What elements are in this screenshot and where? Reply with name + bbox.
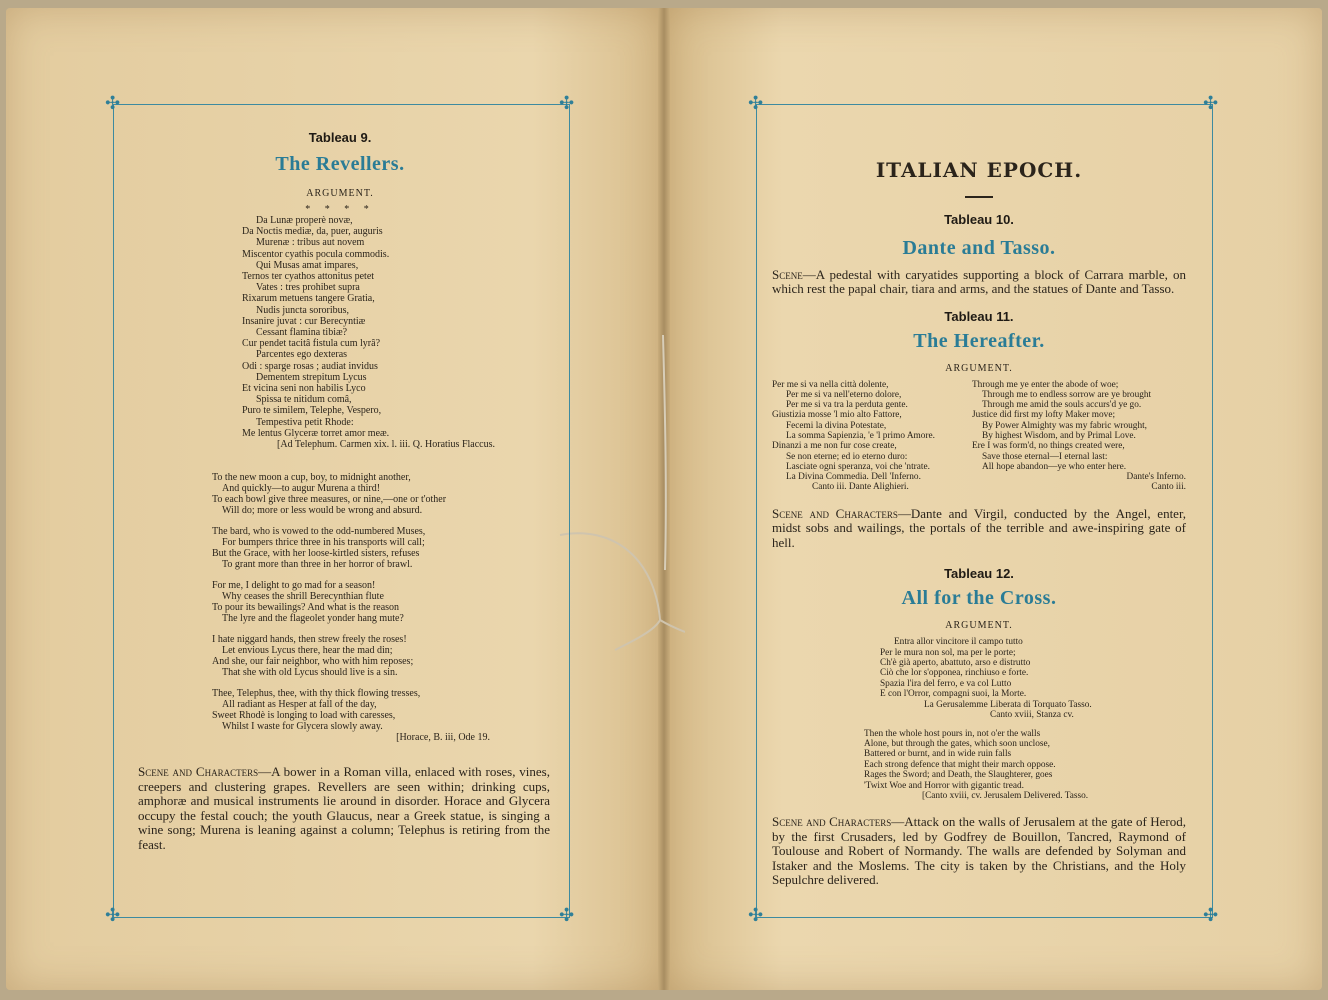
verse-line: To pour its bewailings? And what is the reason: [212, 602, 400, 614]
verse-line: Ciò che lor s'opponea, rinchiuso e forte.: [880, 668, 1029, 679]
stars-divider: * * * *: [305, 204, 375, 215]
scene-description: Scene and Characters—Attack on the walls of Jerusalem at the gate of Herod, by the first Crusaders, led by Godfrey de Bouillon, Tancred, Raymond of Toulouse and Robert of Normandy. The walls are defended by Solyman and Istaker and the Moslems. The city is taken by the Christians, and the Holy Sepulchre delivered.: [772, 814, 1186, 888]
tableau-title: The Revellers.: [275, 153, 405, 175]
verse-line: [Canto xviii, cv. Jerusalem Delivered. Tasso.: [922, 790, 1089, 801]
verse-line: Rixarum metuens tangere Gratia,: [242, 293, 375, 305]
verse-line: And she, our fair neighbor, who with him reposes;: [212, 656, 414, 668]
verse-line: That she with old Lycus should live is a sin.: [222, 667, 398, 679]
english-verse: [972, 380, 1186, 493]
title-rule: [965, 196, 993, 198]
verse-line: All hope abandon—ye who enter here.: [982, 461, 1127, 472]
verse-line: Rages the Sword; and Death, the Slaughterer, goes: [864, 770, 1053, 781]
verse-line: Spazia l'ira del ferro, e va col Lutto: [880, 678, 1012, 689]
verse-line: Through me ye enter the abode of woe;: [972, 379, 1119, 390]
tableau-heading: Tableau 12.: [944, 566, 1014, 582]
verse-line: Dementem strepitum Lycus: [256, 371, 367, 383]
tableau-heading: Tableau 11.: [944, 308, 1014, 324]
verse-line: Lasciate ogni speranza, voi che 'ntrate.: [786, 461, 930, 472]
verse-line: Se non eterne; ed io eterno duro:: [786, 451, 908, 462]
verse-line: And quickly—to augur Murena a third!: [222, 483, 381, 495]
verse-line: Et vicina seni non habilis Lyco: [242, 383, 366, 395]
verse-line: Whilst I waste for Glycera slowly away.: [222, 721, 383, 733]
verse-line: Dante's Inferno.: [1126, 472, 1186, 483]
verse-line: To grant more than three in her horror of brawl.: [222, 559, 413, 571]
verse-line: Ere I was form'd, no things created were,: [972, 441, 1125, 452]
verse-line: Justice did first my lofty Maker move;: [972, 410, 1116, 421]
verse-line: Spissa te nitidum comâ,: [256, 394, 352, 406]
verse-line: Cur pendet tacitâ fistula cum lyrâ?: [242, 338, 381, 350]
verse-line: Through me to endless sorrow are ye brought: [982, 389, 1152, 400]
verse-line: For me, I delight to go mad for a season!: [212, 580, 376, 592]
verse-line: Sweet Rhodè is longing to load with caresses,: [212, 710, 396, 722]
corner-ornament-icon: ✣: [1203, 93, 1219, 114]
verse-line: Why ceases the shrill Berecynthian flute: [222, 591, 384, 603]
verse-line: Murenæ : tribus aut novem: [256, 237, 365, 249]
verse-line: Giustizia mosse 'l mio alto Fattore,: [772, 410, 902, 421]
verse-line: Canto iii. Dante Alighieri.: [812, 482, 909, 493]
verse-line: Per me si va nella città dolente,: [772, 379, 889, 390]
english-poem: [212, 472, 550, 732]
epoch-title: ITALIAN EPOCH.: [875, 158, 1083, 182]
argument-heading: ARGUMENT.: [945, 362, 1013, 374]
tableau-title: The Hereafter.: [913, 329, 1045, 352]
verse-line: Per me si va nell'eterno dolore,: [786, 389, 902, 400]
parallel-verse: [772, 380, 1186, 493]
verse-line: Entra allor vincitore il campo tutto: [894, 637, 1023, 648]
verse-line: Vates : tres prohibet supra: [256, 282, 360, 294]
verse-line: Will do; more or less would be wrong and absurd.: [222, 505, 423, 517]
corner-ornament-icon: ✣: [559, 93, 575, 114]
verse-line: Through me amid the souls accurs'd ye go.: [982, 400, 1142, 411]
verse-line: Puro te similem, Telephe, Vespero,: [242, 405, 382, 417]
corner-ornament-icon: ✣: [105, 905, 121, 926]
verse-line: Odi : sparge rosas ; audiat invidus: [242, 360, 378, 372]
verse-line: But the Grace, with her loose-kirtled sisters, refuses: [212, 548, 420, 560]
verse-line: Each strong defence that might their march oppose.: [864, 759, 1056, 770]
corner-ornament-icon: ✣: [748, 93, 764, 114]
verse-line: To the new moon a cup, boy, to midnight another,: [212, 472, 411, 484]
verse-line: I hate niggard hands, then strew freely the roses!: [212, 634, 407, 646]
stanza: [212, 688, 550, 732]
verse-line: Let envious Lycus there, hear the mad din;: [222, 645, 393, 657]
tasso-italian-verse: [880, 637, 1186, 720]
verse-line: La Gerusalemme Liberata di Torquato Tasso.: [924, 699, 1092, 710]
verse-line: All radiant as Hesper at fall of the day,: [222, 699, 377, 711]
argument-heading: ARGUMENT.: [945, 620, 1013, 632]
verse-line: Thee, Telephus, thee, with thy thick flowing tresses,: [212, 688, 421, 700]
verse-line: Then the whole host pours in, not o'er the walls: [864, 728, 1041, 739]
verse-line: Save those eternal—I eternal last:: [982, 451, 1108, 462]
verse-line: Cessant flamina tibiæ?: [256, 327, 348, 339]
verse-line: Canto iii.: [1151, 482, 1186, 493]
english-citation: [Horace, B. iii, Ode 19.: [396, 732, 490, 744]
stanza: [212, 526, 550, 570]
scene-description: Scene—A pedestal with caryatides supporting a block of Carrara marble, on which rest the papal chair, tiara and arms, and the statues of Dante and Tasso.: [772, 266, 1186, 296]
tableau-heading: Tableau 10.: [944, 211, 1014, 227]
verse-line: Per me si va tra la perduta gente.: [786, 400, 908, 411]
verse-line: Per le mura non sol, ma per le porte;: [880, 647, 1016, 658]
verse-line: Parcentes ego dexteras: [256, 349, 348, 361]
tableau-heading: Tableau 9.: [308, 130, 372, 145]
tableau-title: Dante and Tasso.: [902, 236, 1056, 259]
verse-line: Da Noctis mediæ, da, puer, auguris: [242, 226, 383, 238]
verse-line: To each bowl give three measures, or nine,—one or t'other: [212, 494, 447, 506]
verse-line: The bard, who is vowed to the odd-numbered Muses,: [212, 526, 426, 538]
scene-description: Scene and Characters—A bower in a Roman villa, enlaced with roses, vines, creepers and clustering grapes. Revellers are seen within; drinking cups, amphoræ and musical instruments lie around in disorder. Horace and Glycera occupy the festal couch; the youth Glaucus, near a Greek statue, is singing a wine song; Murena is leaning against a column; Telephus is retiring from the feast.: [138, 764, 550, 852]
binding-string: [555, 330, 685, 710]
verse-line: Dinanzi a me non fur cose create,: [772, 441, 897, 452]
verse-line: Canto xviii, Stanza cv.: [990, 710, 1074, 721]
verse-line: For bumpers thrice three in his transports will call;: [222, 537, 425, 549]
corner-ornament-icon: ✣: [105, 93, 121, 114]
stanza: [212, 472, 550, 516]
right-content: [772, 158, 1186, 888]
tasso-english-verse: [864, 729, 1186, 802]
verse-line: La Divina Commedia. Dell 'Inferno.: [786, 472, 921, 483]
verse-line: Tempestiva petit Rhode:: [256, 416, 354, 428]
verse-line: Fecemi la divina Potestate,: [786, 420, 887, 431]
verse-line: Da Lunæ properè novæ,: [256, 215, 353, 226]
verse-line: La somma Sapienzia, 'e 'l primo Amore.: [786, 430, 935, 441]
corner-ornament-icon: ✣: [559, 905, 575, 926]
argument-heading: ARGUMENT.: [306, 188, 374, 199]
stanza: [212, 580, 550, 624]
verse-line: E con l'Orror, compagni suoi, la Morte.: [880, 689, 1027, 700]
verse-line: 'Twixt Woe and Horror with gigantic tread.: [864, 780, 1024, 791]
verse-line: The lyre and the flageolet yonder hang mute?: [222, 613, 404, 625]
scene-description: Scene and Characters—Dante and Virgil, conducted by the Angel, enter, midst sobs and wailings, the portals of the terrible and awe-inspiring gate of hell.: [772, 505, 1187, 550]
stanza: [212, 634, 550, 678]
verse-line: Ch'è già aperto, abattuto, arso e distrutto: [880, 658, 1031, 669]
verse-line: Battered or burnt, and in wide ruin falls: [864, 749, 1012, 760]
latin-poem: [242, 215, 550, 439]
corner-ornament-icon: ✣: [1203, 905, 1219, 926]
verse-line: Ternos ter cyathos attonitus petet: [242, 271, 375, 283]
left-content: [130, 130, 550, 852]
verse-line: Miscentor cyathis pocula commodis.: [242, 248, 390, 260]
corner-ornament-icon: ✣: [748, 905, 764, 926]
tableau-title: All for the Cross.: [901, 587, 1057, 610]
verse-line: Nudis juncta sororibus,: [256, 304, 350, 316]
verse-line: Qui Musas amat impares,: [256, 259, 359, 271]
verse-line: By highest Wisdom, and by Primal Love.: [982, 430, 1136, 441]
latin-citation: [Ad Telephum. Carmen xix. l. iii. Q. Horatius Flaccus.: [277, 439, 495, 451]
italian-verse: [772, 380, 968, 493]
verse-line: Me lentus Glyceræ torret amor meæ.: [242, 427, 390, 439]
verse-line: Alone, but through the gates, which soon unclose,: [864, 738, 1050, 749]
verse-line: By Power Almighty was my fabric wrought,: [982, 420, 1148, 431]
verse-line: Insanire juvat : cur Berecyntiæ: [242, 315, 366, 327]
